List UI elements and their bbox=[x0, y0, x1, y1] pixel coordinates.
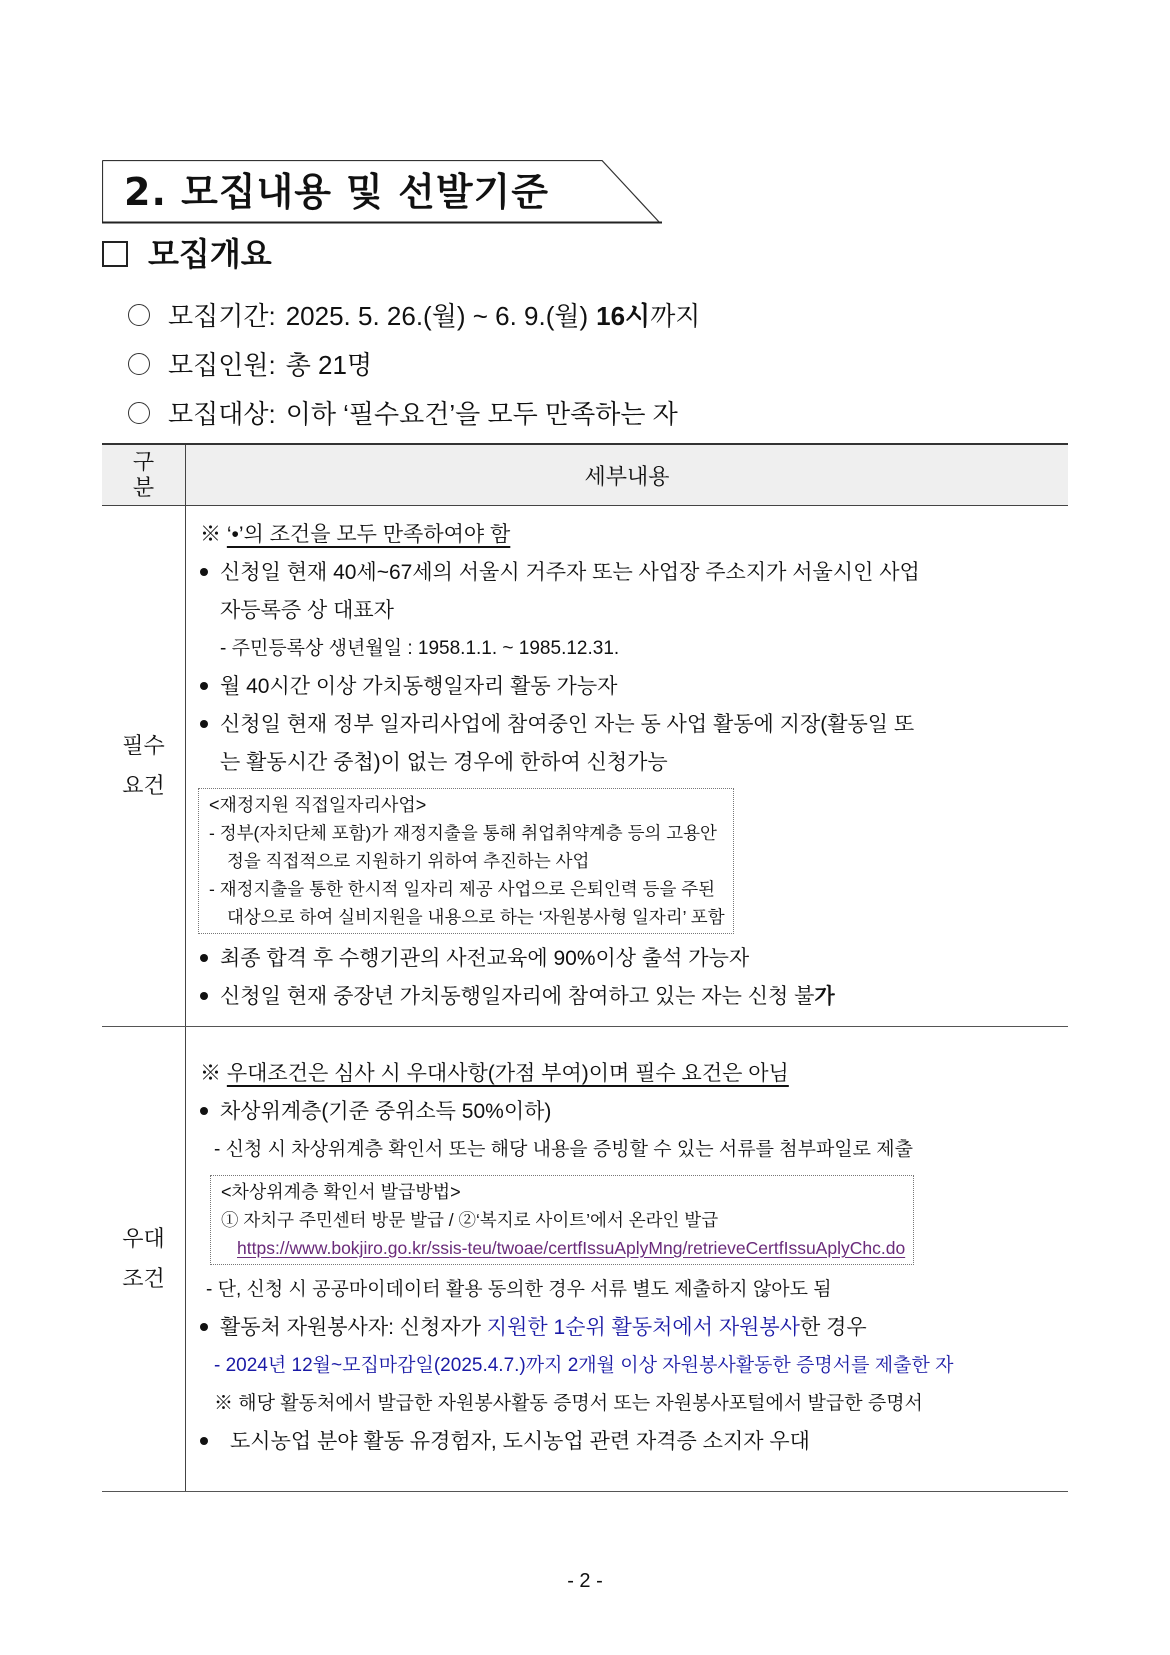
list-item-continued: 자등록증 상 대표자 bbox=[220, 599, 394, 622]
category-line2: 요건 bbox=[122, 773, 165, 798]
table-row-preferred bbox=[102, 1027, 1068, 1492]
item-text-highlight: 지원한 1순위 활동처에서 자원봉사 bbox=[486, 1316, 800, 1339]
list-item bbox=[198, 668, 1068, 706]
info-box-title: <차상위계층 확인서 발급방법> bbox=[221, 1182, 461, 1202]
item-text: 한 경우 bbox=[799, 1316, 867, 1339]
info-box-line: - 재정지출을 통한 한시적 일자리 제공 사업으로 은퇴인력 등을 주된 bbox=[209, 879, 716, 899]
list-item-continued: 는 활동시간 중첩)이 없는 경우에 한하여 신청가능 bbox=[220, 751, 668, 774]
table-header-row bbox=[102, 444, 1068, 506]
note-text: 우대조건은 심사 시 우대사항(가점 부여)이며 필수 요건은 아님 bbox=[226, 1062, 789, 1085]
item-text: 차상위계층(기준 중위소득 50%이하) bbox=[220, 1100, 552, 1123]
item-text: 최종 합격 후 수행기관의 사전교육에 90%이상 출석 가능자 bbox=[220, 947, 750, 970]
info-box-line: - 정부(자치단체 포함)가 재정지출을 통해 취업취약계층 등의 고용안 bbox=[209, 823, 717, 843]
info-box-line: ① 자치구 주민센터 방문 발급 / ②‘복지로 사이트’에서 온라인 발급 bbox=[221, 1210, 719, 1230]
bullet-icon bbox=[200, 720, 208, 728]
category-preferred bbox=[102, 1027, 186, 1492]
overview-value: 이하 ‘필수요건’을 모두 만족하는 자 bbox=[285, 399, 678, 429]
overview-emphasis: 16시 bbox=[596, 301, 651, 331]
info-box-certificate bbox=[210, 1175, 914, 1265]
overview-suffix: 까지 bbox=[650, 301, 701, 331]
subsection-heading bbox=[102, 232, 272, 276]
note-mark: ※ bbox=[200, 1062, 221, 1085]
circle-bullet-icon bbox=[128, 402, 150, 424]
category-line1: 필수 bbox=[122, 733, 165, 758]
bullet-icon bbox=[200, 1107, 208, 1115]
info-box-title: <재정지원 직접일자리사업> bbox=[209, 795, 427, 815]
header-category-line2: 분 bbox=[132, 475, 155, 500]
note-mark: ※ bbox=[200, 523, 221, 546]
list-item bbox=[198, 1309, 1068, 1347]
section-title-box bbox=[102, 160, 662, 224]
overview-value: 2025. 5. 26.(월) ~ 6. 9.(월) bbox=[285, 301, 589, 331]
item-text-bold: 가 bbox=[814, 985, 835, 1008]
list-item bbox=[198, 1093, 1068, 1131]
overview-label: 모집대상: bbox=[168, 399, 276, 429]
list-subitem: - 2024년 12월~모집마감일(2025.4.7.)까지 2개월 이상 자원봉사활동한 증명서를 제출한 자 bbox=[214, 1355, 954, 1376]
required-details bbox=[186, 506, 1069, 1027]
header-category-line1: 구 bbox=[132, 449, 155, 474]
bokjiro-link[interactable]: https://www.bokjiro.go.kr/ssis-teu/twoae/certfIssuAplyMng/retrieveCertfIssuAplyChc.do bbox=[237, 1238, 906, 1258]
bullet-icon bbox=[200, 568, 208, 576]
table-row-required bbox=[102, 506, 1068, 1027]
subsection-title: 모집개요 bbox=[148, 235, 272, 273]
category-line1: 우대 bbox=[122, 1226, 165, 1251]
item-text: 도시농업 분야 활동 유경험자, 도시농업 관련 자격증 소지자 우대 bbox=[230, 1430, 810, 1453]
bullet-icon bbox=[200, 954, 208, 962]
criteria-table bbox=[102, 443, 1068, 1492]
header-category bbox=[102, 444, 186, 506]
info-box-direct-jobs bbox=[198, 788, 734, 934]
bullet-icon bbox=[200, 1323, 208, 1331]
category-line2: 조건 bbox=[122, 1266, 165, 1291]
section-title: 2. 모집내용 및 선발기준 bbox=[124, 170, 549, 214]
info-box-line: 정을 직접적으로 지원하기 위하여 추진하는 사업 bbox=[227, 851, 590, 871]
list-item bbox=[198, 706, 1068, 744]
overview-item-count bbox=[128, 339, 700, 388]
bullet-icon bbox=[200, 1437, 208, 1445]
item-text: 신청일 현재 40세~67세의 서울시 거주자 또는 사업장 주소지가 서울시인 사업 bbox=[220, 561, 920, 584]
circle-bullet-icon bbox=[128, 304, 150, 326]
category-required bbox=[102, 506, 186, 1027]
overview-item-period bbox=[128, 290, 700, 339]
item-text: 신청일 현재 정부 일자리사업에 참여중인 자는 동 사업 활동에 지장(활동일 또 bbox=[220, 713, 915, 736]
header-details: 세부내용 bbox=[186, 444, 1069, 506]
list-item bbox=[198, 940, 1068, 978]
note-text: ‘•’의 조건을 모두 만족하여야 함 bbox=[226, 523, 511, 546]
bullet-icon bbox=[200, 992, 208, 1000]
overview-list bbox=[128, 290, 700, 437]
list-subitem: - 신청 시 차상위계층 확인서 또는 해당 내용을 증빙할 수 있는 서류를 첨부파일로 제출 bbox=[214, 1139, 913, 1160]
square-bullet-icon bbox=[102, 241, 128, 267]
preferred-details bbox=[186, 1027, 1069, 1492]
list-item bbox=[198, 1423, 1068, 1461]
circle-bullet-icon bbox=[128, 353, 150, 375]
overview-label: 모집기간: bbox=[168, 301, 276, 331]
info-box-line: 대상으로 하여 실비지원을 내용으로 하는 ‘자원봉사형 일자리’ 포함 bbox=[227, 907, 725, 927]
required-note bbox=[198, 516, 1068, 554]
item-text: 활동처 자원봉사자: 신청자가 bbox=[220, 1316, 487, 1339]
overview-item-target bbox=[128, 388, 700, 437]
list-item bbox=[198, 978, 1068, 1016]
list-subnote: ※ 해당 활동처에서 발급한 자원봉사활동 증명서 또는 자원봉사포털에서 발급한 증명서 bbox=[214, 1393, 923, 1414]
overview-value: 총 21명 bbox=[285, 350, 373, 380]
page-number: - 2 - bbox=[567, 1570, 603, 1592]
list-subitem: - 주민등록상 생년월일 : 1958.1.1. ~ 1985.12.31. bbox=[220, 638, 620, 659]
overview-label: 모집인원: bbox=[168, 350, 276, 380]
list-subitem: - 단, 신청 시 공공마이데이터 활용 동의한 경우 서류 별도 제출하지 않아도 됨 bbox=[206, 1279, 832, 1300]
preferred-note bbox=[198, 1055, 1068, 1093]
bullet-icon bbox=[200, 682, 208, 690]
item-text: 신청일 현재 중장년 가치동행일자리에 참여하고 있는 자는 신청 불 bbox=[220, 985, 815, 1008]
item-text: 월 40시간 이상 가치동행일자리 활동 가능자 bbox=[220, 675, 618, 698]
list-item bbox=[198, 554, 1068, 592]
